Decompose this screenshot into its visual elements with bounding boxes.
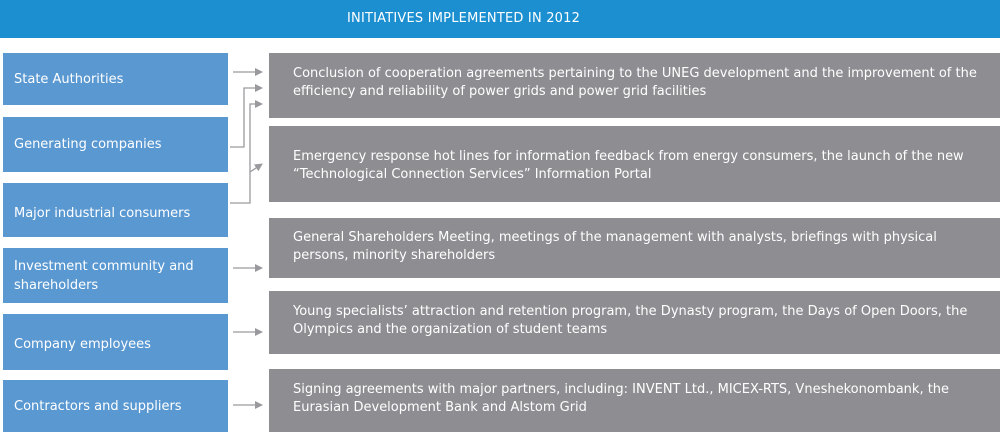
stakeholder-label: Generating companies bbox=[14, 137, 162, 152]
initiative-text: Emergency response hot lines for information feedback from energy consumers, the launch of the new “Technological Connection Services” Information Portal bbox=[293, 149, 964, 182]
stakeholder-label: Company employees bbox=[14, 336, 151, 352]
initiative-text: Young specialists’ attraction and retention program, the Dynasty program, the Days of Open Doors, the Olympics and the organization of student teams bbox=[293, 304, 968, 337]
stakeholder-label: State Authorities bbox=[14, 71, 124, 87]
initiative-text: General Shareholders Meeting, meetings of the management with analysts, briefings with physical persons, minority shareholders bbox=[293, 230, 937, 263]
initiative-text: Signing agreements with major partners, including: INVENT Ltd., MICEX-RTS, Vneshekonombank, the Eurasian Development Bank and Alstom Grid bbox=[293, 382, 950, 415]
stakeholder-label: Investment community and shareholders bbox=[14, 258, 194, 293]
stakeholder-label: Contractors and suppliers bbox=[14, 398, 182, 414]
connector-industrial-to-agreements bbox=[230, 104, 262, 203]
initiative-text: Conclusion of cooperation agreements pertaining to the UNEG development and the improvement of the efficiency and reliability of power grids and power grid facilities bbox=[293, 66, 977, 99]
connector-generating-companies bbox=[230, 88, 262, 147]
connector-industrial-to-hotlines bbox=[250, 164, 262, 172]
stakeholder-label: Major industrial consumers bbox=[14, 205, 191, 221]
diagram-title: INITIATIVES IMPLEMENTED IN 2012 bbox=[347, 11, 581, 26]
